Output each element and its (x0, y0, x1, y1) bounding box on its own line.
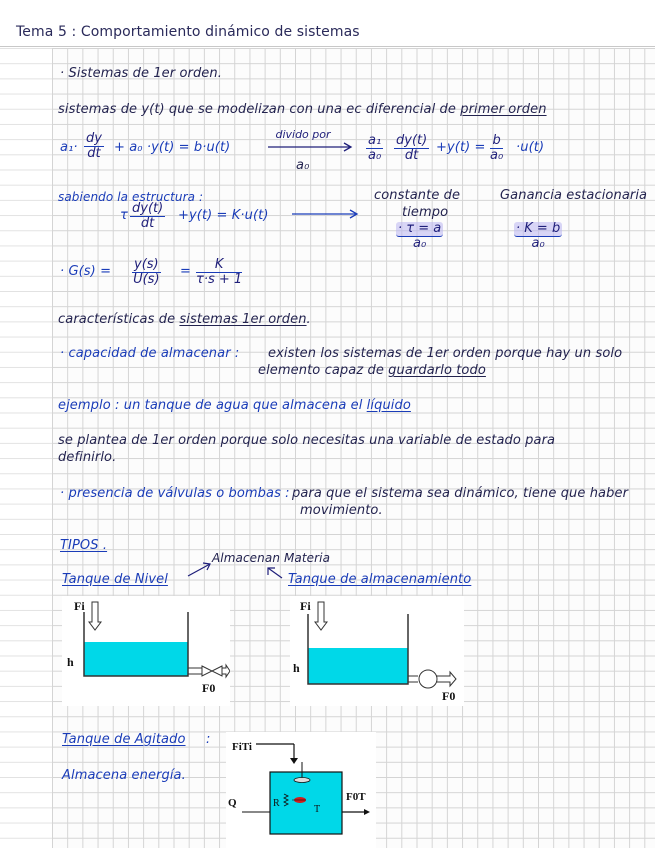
structure-tau: τ (120, 208, 128, 223)
tau-num: · τ = a (398, 221, 442, 236)
storage-f0-label: F0 (442, 689, 456, 703)
example-prefix: ejemplo : un tanque de agua que almacena el (58, 398, 363, 413)
storage-fi-label: Fi (300, 599, 311, 613)
characteristics-prefix: características de (58, 312, 176, 327)
tank-storage-label: Tanque de almacenamiento (288, 572, 472, 587)
eq1-f1-den: a₀ (368, 148, 382, 163)
eq1-fraction-a1-a0 (366, 134, 383, 163)
transfer-f1-den: U(s) (133, 272, 160, 287)
section-heading: · Sistemas de 1er orden. (60, 66, 222, 81)
level-f0-label: F0 (202, 681, 216, 695)
grid-paper (52, 48, 655, 848)
eq1-fraction-b-a0 (490, 134, 503, 163)
capacity-line2 (258, 363, 486, 378)
eq1-fraction-dy-dt (84, 132, 104, 161)
eq1-a1: a₁· (60, 140, 78, 155)
transfer-eq: = (180, 264, 191, 279)
eq1-dy: dy (86, 131, 102, 146)
capacity-line1: existen los sistemas de 1er orden porque hay un solo (268, 346, 623, 361)
characteristics-suffix: . (306, 312, 311, 327)
explanation-line1: se plantea de 1er orden porque solo necesitas una variable de estado para (58, 433, 556, 448)
transfer-f2-num: K (196, 258, 242, 273)
level-h-label: h (67, 655, 74, 669)
intro-underlined: primer orden (460, 102, 547, 117)
agitated-r-label: R (273, 798, 280, 809)
eq1-f3-num: b (490, 134, 503, 149)
time-constant-label-1: constante de (374, 188, 461, 203)
eq1-f2-den: dt (404, 148, 419, 163)
page-margin (0, 48, 52, 848)
capacity-line2-prefix: elemento capaz de (258, 363, 384, 378)
eq1-dt: dt (87, 146, 101, 161)
structure-arrow (290, 207, 362, 221)
gain-num: · K = b (516, 221, 561, 236)
agitated-q-label: Q (228, 797, 237, 809)
agitated-f0t-label: F0T (346, 791, 366, 803)
tau-fraction (396, 222, 443, 251)
intro-line (58, 102, 547, 117)
example-underlined: líquido (366, 398, 411, 413)
intro-text: sistemas de y(t) que se modelizan con una ec diferencial de (58, 102, 456, 117)
tank-level-label: Tanque de Nivel (62, 572, 168, 587)
structure-den: dt (140, 216, 155, 231)
page-title: Tema 5 : Comportamiento dinámico de sistemas (16, 24, 360, 40)
capacity-line2-underlined: guardarlo todo (388, 363, 486, 378)
transfer-fraction-1 (132, 258, 161, 287)
valves-line1: para que el sistema sea dinámico, tiene que haber (292, 486, 629, 501)
storage-tank-diagram (290, 596, 464, 706)
tipos-heading: TIPOS . (60, 538, 108, 553)
gain-den: a₀ (531, 236, 545, 251)
storage-h-label: h (293, 661, 300, 675)
structure-label: sabiendo la estructura : (58, 190, 204, 204)
header-rule (0, 46, 655, 47)
characteristics-line (58, 312, 311, 327)
agitated-fiti-label: FiTi (232, 741, 252, 753)
capacity-label: · capacidad de almacenar : (60, 346, 240, 361)
example-line (58, 398, 411, 413)
structure-fraction (130, 202, 165, 231)
eq1-f3-den: a₀ (490, 148, 504, 163)
tank-agitated-label: Tanque de Agitado (62, 732, 186, 747)
agitated-tank-diagram (226, 732, 376, 848)
gain-fraction (514, 222, 562, 251)
agitated-t-label: T (314, 804, 321, 815)
eq1-arrow (266, 140, 356, 154)
structure-rest: +y(t) = K·u(t) (178, 208, 269, 223)
valves-line2: movimiento. (300, 503, 383, 518)
structure-num: dy(t) (132, 201, 164, 216)
transfer-lhs: · G(s) = (60, 264, 112, 279)
time-constant-label-2: tiempo (402, 205, 449, 220)
level-fi-label: Fi (74, 599, 85, 613)
transfer-f2-den: τ·s + 1 (196, 272, 243, 287)
transfer-f1-num: y(s) (134, 257, 159, 272)
eq1-plus: +y(t) = (436, 140, 486, 155)
eq1-middle: + a₀ ·y(t) = b·u(t) (114, 140, 231, 155)
tau-den: a₀ (413, 236, 427, 251)
eq1-divide-bottom: a₀ (296, 158, 310, 173)
eq1-fraction-dydt (394, 134, 429, 163)
level-tank-diagram (62, 596, 230, 706)
almacenan-arrows (184, 556, 294, 582)
almacenan-label: Almacenan Materia (212, 551, 331, 565)
eq1-tail: ·u(t) (516, 140, 545, 155)
gain-label: Ganancia estacionaria (500, 188, 648, 203)
explanation-line2: definirlo. (58, 450, 117, 465)
characteristics-underlined: sistemas 1er orden (179, 312, 307, 327)
eq1-f2-num: dy(t) (396, 133, 428, 148)
eq1-f1-num: a₁ (368, 133, 382, 148)
stores-energy-label: Almacena energía. (62, 768, 186, 783)
valves-label: · presencia de válvulas o bombas : (60, 486, 290, 501)
eq1-divide-top: divido por (275, 128, 331, 141)
tank-agitated-colon: : (206, 732, 211, 747)
transfer-fraction-2 (196, 258, 242, 287)
